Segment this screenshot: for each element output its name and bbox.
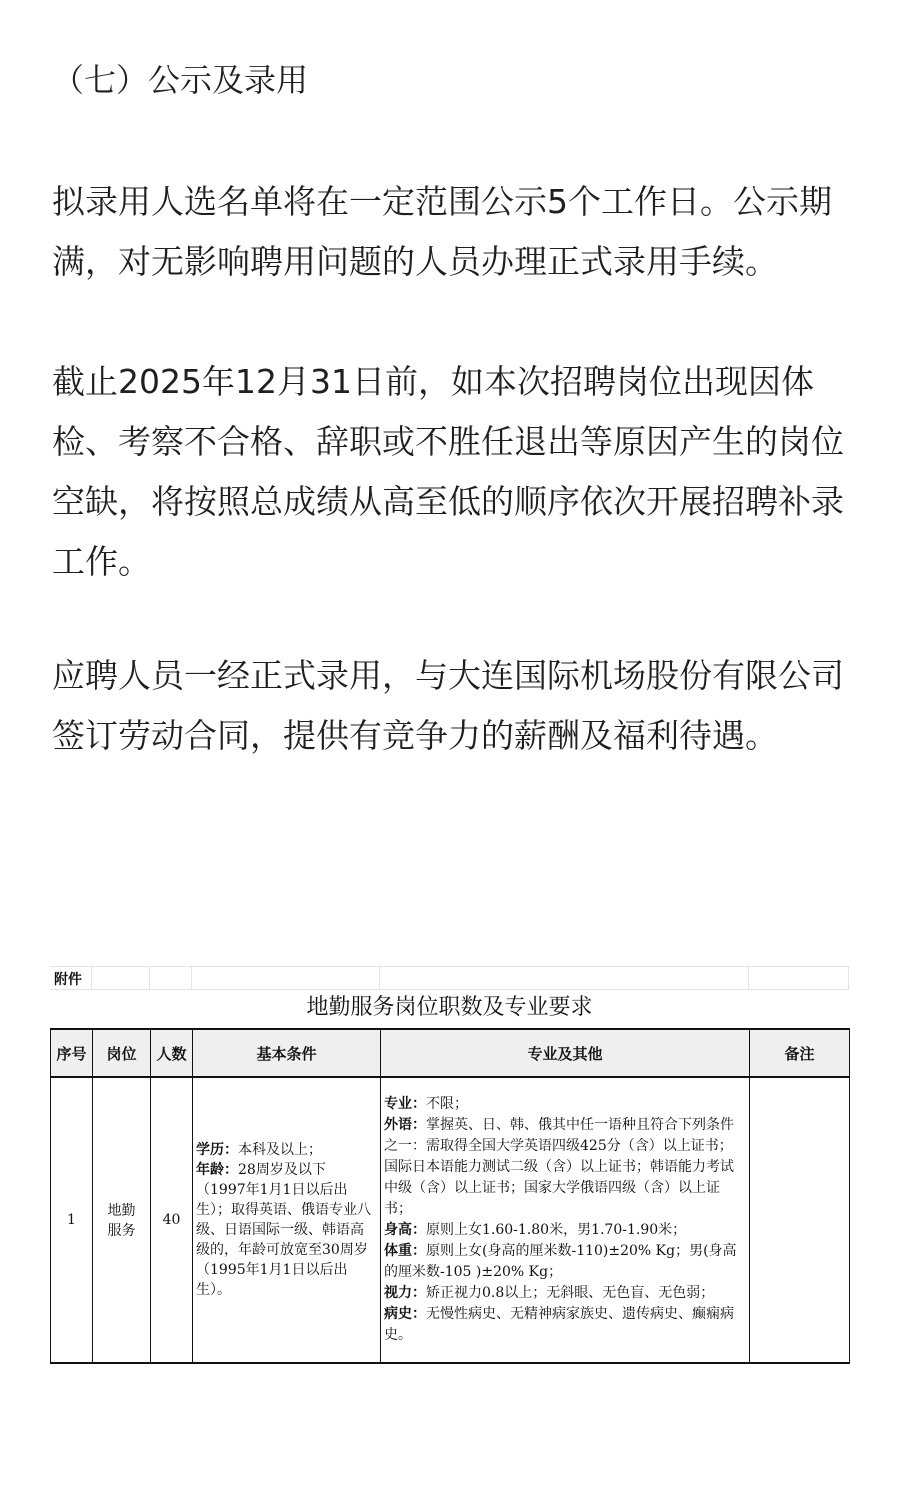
prof-key-history: 病史： [384,1306,426,1322]
prof-key-language: 外语： [384,1117,426,1133]
cell-index: 1 [51,1077,93,1363]
attachment-label: 附件 [54,972,82,988]
prof-text-vision: 矫正视力0.8以上；无斜眼、无色盲、无色弱； [426,1285,715,1301]
cell-position: 地勤服务 [93,1077,151,1363]
basic-text-education: 本科及以上； [238,1142,322,1158]
prof-text-height: 原则上女1.60-1.80米，男1.70-1.90米； [426,1222,687,1238]
prof-text-weight: 原则上女(身高的厘米数-110)±20% Kg；男(身高的厘米数-105 )±20% Kg； [384,1243,737,1280]
cell-count: 40 [151,1077,193,1363]
basic-key-education: 学历： [196,1142,238,1158]
header-index: 序号 [51,1029,93,1077]
table-header-row [51,1029,850,1077]
paragraph-publicity: 拟录用人选名单将在一定范围公示5个工作日。公示期满，对无影响聘用问题的人员办理正式录用手续。 [52,182,832,281]
basic-text-age: 28周岁及以下（1997年1月1日以后出生）；取得英语、俄语专业八级、日语国际一级、韩语高级的，年龄可放宽至30周岁（1995年1月1日以后出生）。 [196,1162,371,1298]
cell-remark [750,1077,850,1363]
table-title: 地勤服务岗位职数及专业要求 [306,995,593,1020]
prof-key-major: 专业： [384,1096,426,1112]
cell-professional [381,1077,750,1363]
header-basic: 基本条件 [193,1029,381,1077]
attachment-label-row [50,966,849,990]
header-remark: 备注 [750,1029,850,1077]
prof-text-language: 掌握英、日、韩、俄其中任一语种且符合下列条件之一：需取得全国大学英语四级425分（含）以上证书；国际日本语能力测试二级（含）以上证书；韩语能力考试中级（含）以上证书；国家大学俄语四级（含）以上证书； [384,1117,734,1217]
prof-key-weight: 体重： [384,1243,426,1259]
prof-key-height: 身高： [384,1222,426,1238]
header-professional: 专业及其他 [381,1029,750,1077]
header-position: 岗位 [93,1029,151,1077]
paragraph-vacancy: 截止2025年12月31日前，如本次招聘岗位出现因体检、考察不合格、辞职或不胜任退出等原因产生的岗位空缺，将按照总成绩从高至低的顺序依次开展招聘补录工作。 [52,362,844,581]
prof-text-major: 不限； [426,1096,468,1112]
paragraph-contract: 应聘人员一经正式录用，与大连国际机场股份有限公司签订劳动合同，提供有竞争力的薪酬及福利待遇。 [52,656,844,755]
prof-text-history: 无慢性病史、无精神病家族史、遗传病史、癫痫病史。 [384,1306,734,1343]
header-count: 人数 [151,1029,193,1077]
prof-key-vision: 视力： [384,1285,426,1301]
basic-key-age: 年龄： [196,1162,238,1178]
section-heading: （七）公示及录用 [52,61,309,99]
table-row [51,1077,850,1363]
cell-basic-conditions [193,1077,381,1363]
attachment-table-image [50,966,849,1363]
requirements-table [50,1028,850,1364]
